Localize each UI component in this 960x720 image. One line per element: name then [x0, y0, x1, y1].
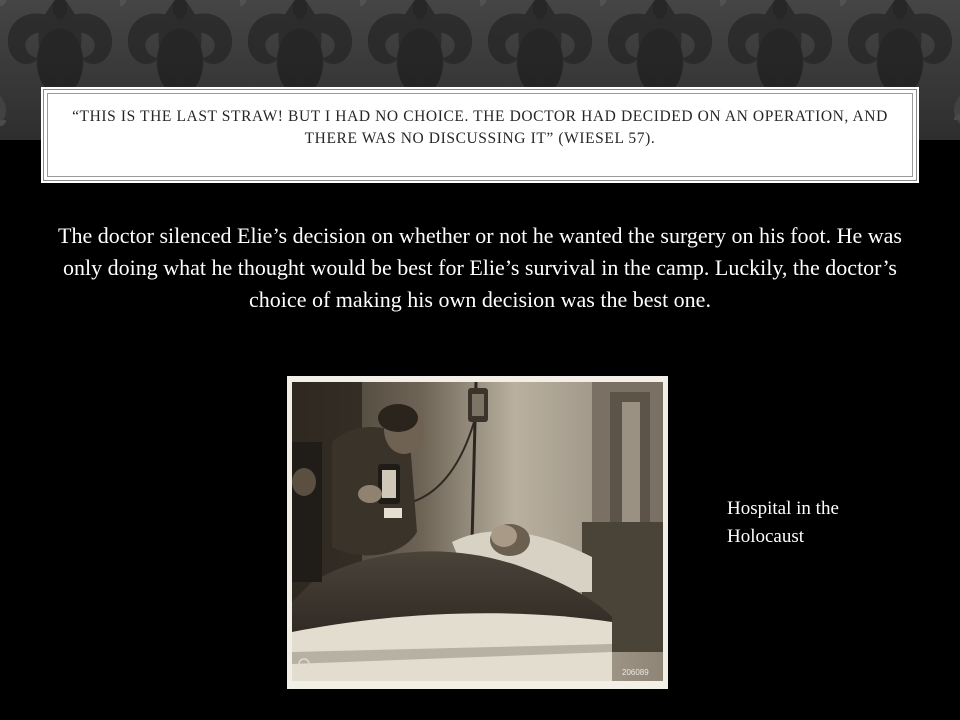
slide-title: “THIS IS THE LAST STRAW! BUT I HAD NO CHOICE. THE DOCTOR HAD DECIDED ON AN OPERATION, AND THERE WAS NO DISCUSSING IT” (WIESEL 57). [47, 93, 913, 177]
body-text: The doctor silenced Elie’s decision on whether or not he wanted the surgery on his foot. He was only doing what he thought would be best for Elie’s survival in the camp. Luckily, the doctor’s choice of making his own decision was the best one. [58, 223, 902, 312]
photo-number: 206089 [622, 668, 649, 677]
hospital-photo-image [292, 382, 663, 681]
hospital-photo [287, 376, 668, 689]
title-box [43, 89, 917, 181]
photo-caption: Hospital in the Holocaust [727, 498, 839, 547]
